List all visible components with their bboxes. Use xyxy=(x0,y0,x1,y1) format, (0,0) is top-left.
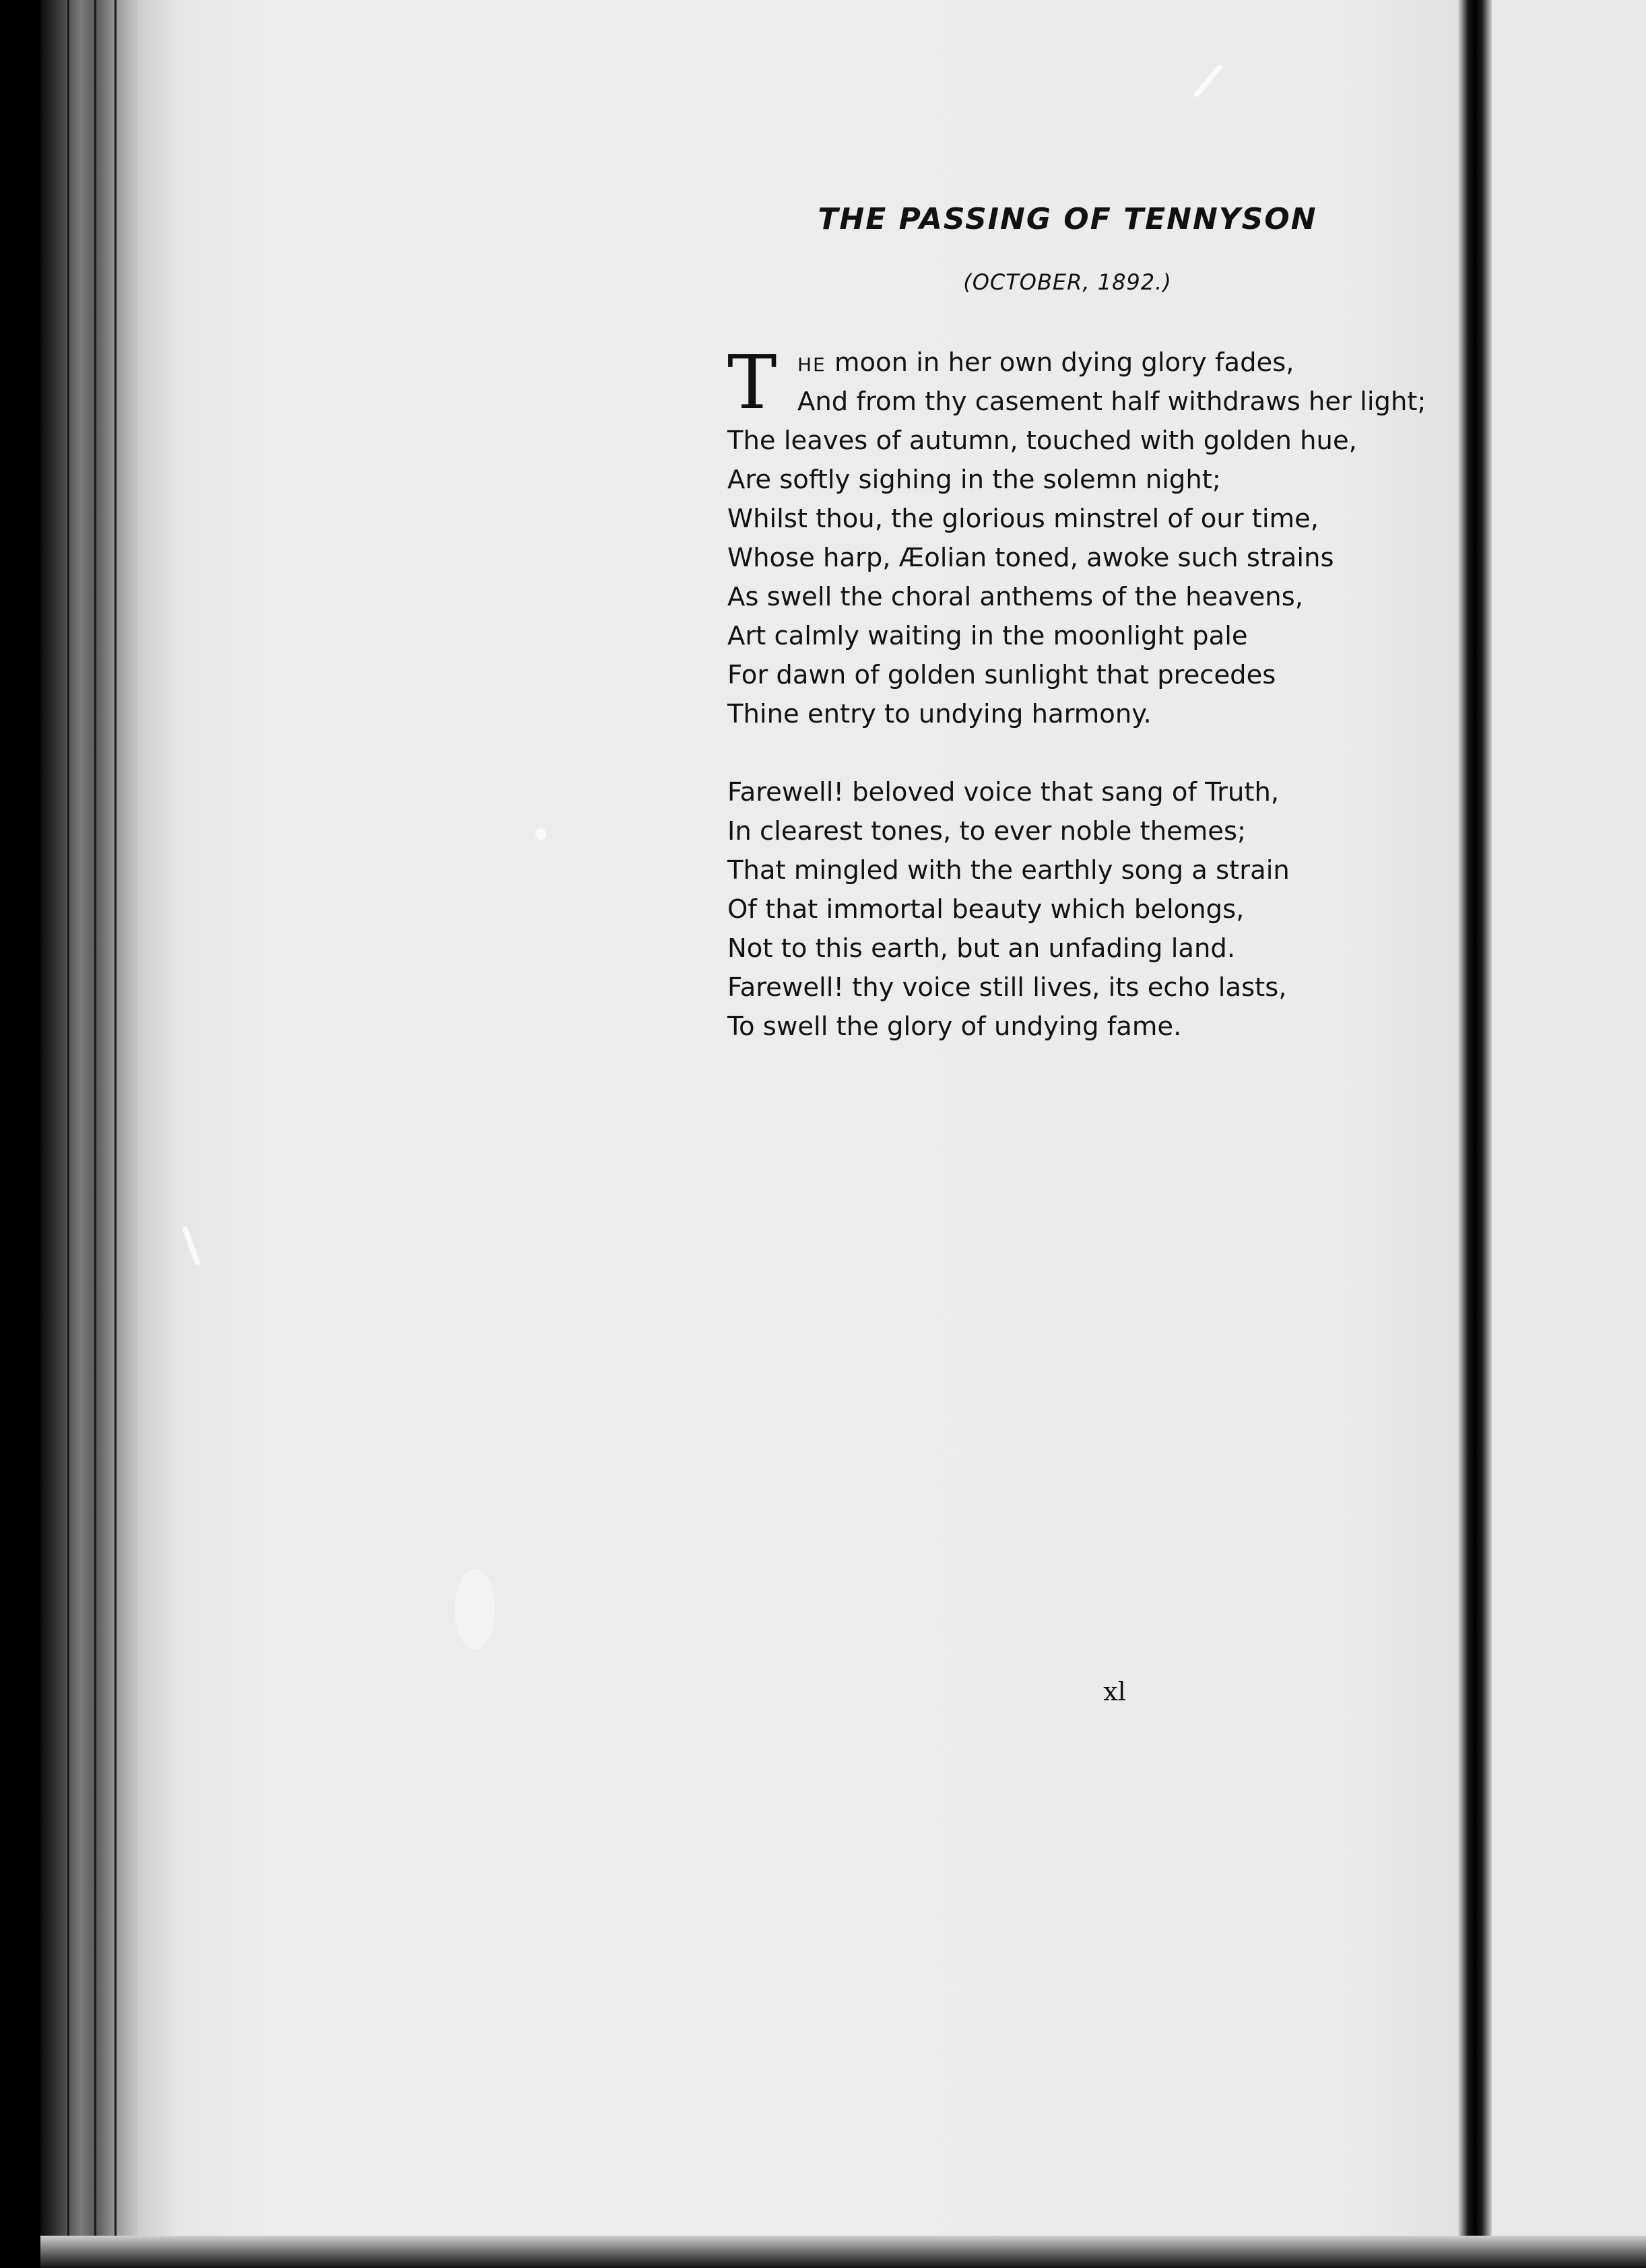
spine-line xyxy=(67,0,69,2268)
light-smudge xyxy=(455,1569,495,1650)
first-line-text: moon in her own dying glory fades, xyxy=(826,347,1294,378)
page-number: xl xyxy=(1103,1677,1126,1706)
poem-line: Farewell! thy voice still lives, its echo lasts, xyxy=(727,972,1287,1003)
poem-line: And from thy casement half withdraws her light; xyxy=(797,387,1426,417)
stanza-1 xyxy=(727,339,1502,734)
poem-title: THE PASSING OF TENNYSON xyxy=(818,202,1317,236)
poem-line: That mingled with the earthly song a strain xyxy=(727,855,1290,886)
poem-line: Whose harp, Æolian toned, awoke such strains xyxy=(727,543,1334,573)
poem-line: Farewell! beloved voice that sang of Truth, xyxy=(727,777,1280,807)
book-page xyxy=(138,0,1458,2268)
poem-line: Whilst thou, the glorious minstrel of our time, xyxy=(727,504,1319,534)
poem-body xyxy=(727,339,1502,1046)
poem-line: Not to this earth, but an unfading land. xyxy=(727,933,1236,964)
poem-line: Art calmly waiting in the moonlight pale xyxy=(727,621,1248,651)
page-gutter xyxy=(1458,0,1492,2268)
poem-line: In clearest tones, to ever noble themes; xyxy=(727,816,1246,846)
stanza-2 xyxy=(727,773,1502,1046)
book-spine-edge xyxy=(40,0,141,2268)
poem-line: The leaves of autumn, touched with golden hue, xyxy=(727,426,1357,456)
poem-line: Are softly sighing in the solemn night; xyxy=(727,465,1221,495)
dust-speck xyxy=(535,828,546,840)
stanza-break xyxy=(727,734,1502,773)
poem-line: Thine entry to undying harmony. xyxy=(727,699,1152,729)
poem-date: (OCTOBER, 1892.) xyxy=(963,269,1172,295)
facing-page-edge xyxy=(1492,0,1646,2268)
drop-cap: T xyxy=(727,339,777,426)
poem-line: Of that immortal beauty which belongs, xyxy=(727,894,1245,925)
scratch-mark xyxy=(182,1226,201,1265)
first-word-smallcaps: HE xyxy=(797,354,826,376)
spine-line xyxy=(94,0,96,2268)
poem-line: To swell the glory of undying fame. xyxy=(727,1011,1182,1042)
page-bottom-edge xyxy=(40,2236,1646,2268)
spine-line xyxy=(114,0,117,2268)
scratch-mark xyxy=(1193,63,1224,98)
poem-line: As swell the choral anthems of the heavens, xyxy=(727,582,1303,612)
poem-line: For dawn of golden sunlight that precedes xyxy=(727,660,1276,690)
